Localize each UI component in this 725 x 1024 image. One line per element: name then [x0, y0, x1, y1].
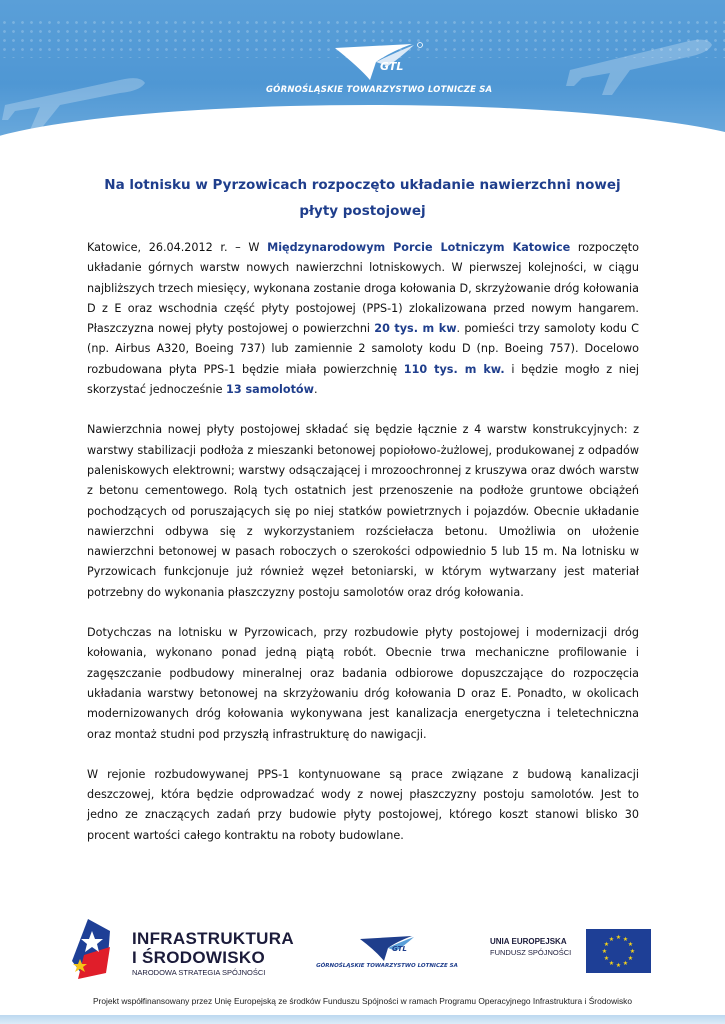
paragraph-2: Nawierzchnia nowej płyty postojowej składać się będzie łącznie z 4 warstw konstrukcyjnych: z warstwy stabilizacji podłoża z mieszanki betonowej popiołowo-żużlowej, produkowanej z odpadów paleniskowych elektrowni; warstwy odsączającej i mrozoochronnej z kruszywa oraz dwóch warstw z betonu cementowego. Rolą tych ostatnich jest przenoszenie na podłoże gruntowe obciążeń pochodzących od poruszających się po niej statków powietrznych i pojazdów. Obecnie układanie nawierzchni odbywa się z wykorzystaniem rozściełacza betonu. Umożliwia on ułożenie nawierzchni betonowej w pasach roboczych o szerokości odpowiednio 5 lub 15 m. Na lotnisku w Pyrzowicach funkcjonuje już również węzeł betoniarski, w którym wytwarzany jest materiał potrzebny do wykonania płaszczyzny postoju samolotów oraz dróg kołowania.: [87, 423, 639, 599]
eu-flag: [586, 929, 651, 973]
svg-text:★: ★: [603, 955, 610, 962]
is-logo-line2: I ŚRODOWISKO: [132, 948, 265, 967]
footer-cofinancing-note: Projekt współfinansowany przez Unię Europejską ze środków Funduszu Spójności w ramach Programu Operacyjnego Infrastruktura i Środowisko: [92, 996, 633, 1006]
svg-text:★: ★: [601, 948, 608, 955]
svg-text:★: ★: [622, 936, 629, 943]
is-logo-line1: INFRASTRUKTURA: [132, 929, 294, 948]
eu-stars-icon: [586, 929, 651, 973]
svg-text:★: ★: [615, 962, 622, 969]
eu-text: [490, 937, 585, 957]
footer-logos: [0, 915, 725, 990]
paragraph-text: .: [313, 383, 318, 397]
gtl-small-company-name: GÓRNOŚLĄSKIE TOWARZYSTWO LOTNICZE SA: [316, 963, 458, 969]
infrastruktura-srodowisko-logo: [70, 915, 300, 985]
is-logo-line3: NARODOWA STRATEGIA SPÓJNOŚCI: [132, 968, 266, 977]
highlight-airport-name: Międzynarodowym Porcie Lotniczym Katowice: [267, 241, 571, 254]
footer-bar: [0, 1015, 725, 1024]
article-title: [80, 172, 645, 224]
gtl-logo-text: GTL: [380, 60, 404, 73]
paragraph-text: Katowice, 26.04.2012 r. – W: [87, 241, 268, 254]
svg-text:★: ★: [627, 941, 634, 948]
gtl-logo: [330, 40, 430, 85]
svg-text:★: ★: [627, 955, 634, 962]
airplane-silhouette-icon: [560, 20, 720, 100]
article-body: [87, 238, 639, 866]
article-title-line1: Na lotnisku w Pyrzowicach rozpoczęto układanie nawierzchni nowej: [104, 177, 621, 193]
svg-text:★: ★: [608, 960, 615, 967]
gtl-wing-small-icon: [312, 933, 462, 963]
paragraph-1: [87, 238, 639, 400]
svg-text:★: ★: [622, 960, 629, 967]
highlight-aircraft-count: 13 samolotów: [226, 383, 314, 397]
svg-text:★: ★: [603, 941, 610, 948]
company-name: GÓRNOŚLĄSKIE TOWARZYSTWO LOTNICZE SA: [266, 85, 493, 95]
svg-text:★: ★: [608, 936, 615, 943]
article-title-line2: płyty postojowej: [299, 203, 426, 219]
paragraph-3: Dotychczas na lotnisku w Pyrzowicach, przy rozbudowie płyty postojowej i modernizacji dróg kołowania, wykonano ponad jedną piątą robót. Obecnie trwa mechaniczne profilowanie i zagęszczanie podbudowy mineralnej oraz badania odbiorowe dopuszczające do rozpoczęcia układania warstwy betonowej na skrzyżowaniu dróg kołowania D oraz E. Ponadto, w okolicach modernizowanych dróg kołowania wykonywana jest kanalizacja energetyczna i teletechniczna oraz montaż studni pod przyszłą infrastrukturę do nawigacji.: [87, 626, 639, 741]
paragraph-4: W rejonie rozbudowywanej PPS-1 kontynuowane są prace związane z budową kanalizacji deszczowej, która będzie odprowadzać wody z nowej płaszczyzny postoju samolotów. Jest to jedno ze znaczących zadań przy budowie płyty postojowej, którego koszt stanowi blisko 30 procent wartości całego kontraktu na roboty budowlane.: [87, 767, 639, 842]
svg-text:★: ★: [629, 948, 636, 955]
header-banner: [0, 0, 725, 140]
eu-line2: FUNDUSZ SPÓJNOŚCI: [490, 948, 572, 957]
highlight-area-current: 20 tys. m kw: [374, 322, 457, 336]
paragraph-text: i będzie mogło z niej skorzystać jednocześnie: [87, 362, 639, 397]
svg-text:★: ★: [615, 934, 622, 941]
paragraph-text: rozpoczęto układanie górnych warstw nowych nawierzchni lotniskowych. W pierwszej kolejności, w ciągu najbliższych trzech miesięcy, wykonana zostanie droga kołowania D, skrzyżowanie dróg kołowania D z E oraz wschodnia część płyty postojowej (PPS-1) zlokalizowana przed nowym hangarem. Płaszczyzna nowej płyty postojowej o powierzchni: [87, 241, 640, 336]
star-flag-icon: [70, 917, 122, 981]
highlight-area-target: 110 tys. m kw.: [403, 362, 505, 376]
gtl-small-logo-text: GTL: [392, 945, 407, 953]
eu-line1: UNIA EUROPEJSKA: [490, 937, 567, 946]
paragraph-text: . pomieści trzy samoloty kodu C (np. Airbus A320, Boeing 737) lub zamiennie 2 samoloty kodu D (np. Boeing 757). Docelowo rozbudowana płyta PPS-1 będzie miała powierzchnię: [87, 322, 639, 376]
gtl-logo-small: [312, 933, 462, 983]
